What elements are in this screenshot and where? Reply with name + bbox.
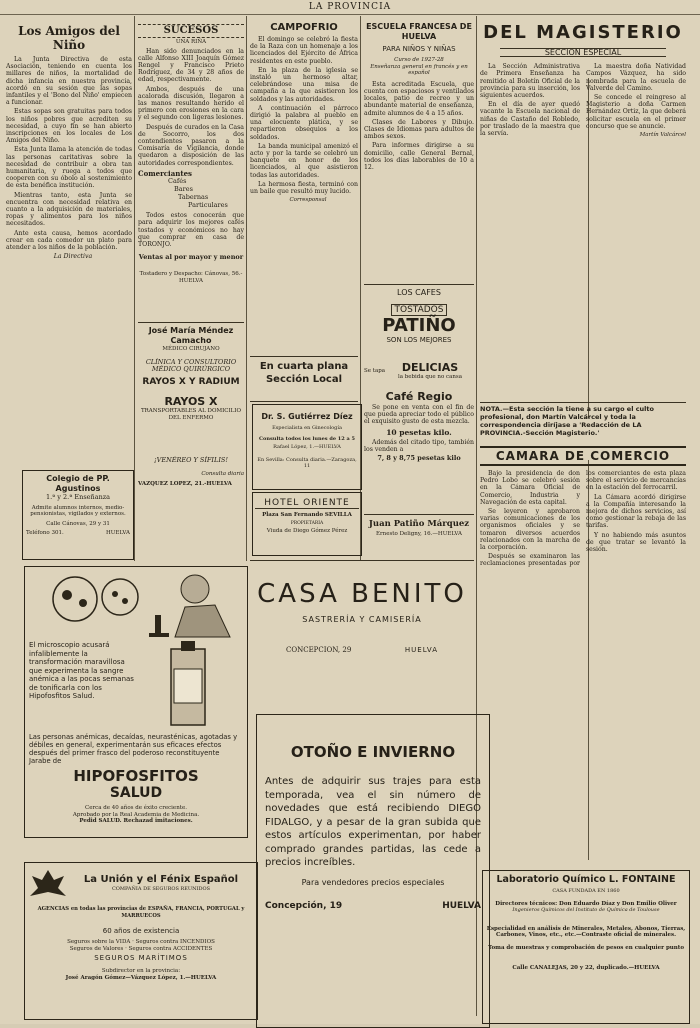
ad-address: VAZQUEZ LOPEZ, 21.-HUELVA: [138, 481, 232, 488]
ad-agencies: AGENCIAS en todas las provincias de ESPAÑA, FRANCIA, PORTUGAL y MARRUECOS: [37, 906, 245, 919]
ad-city: HUELVA: [105, 530, 130, 536]
article-tagline: Enseñanza general en francés y en español: [370, 63, 468, 77]
ad-address: Calle Cánovas, 29 y 31: [46, 520, 110, 527]
phoenix-icon: [28, 866, 68, 900]
ad-address: Tostadero y Despacho: Cánovas, 56.-HUELVA: [139, 271, 243, 284]
ad-directors: Directores técnicos: Don Eduardo Díaz y Don Emilio Oliver: [495, 900, 677, 907]
ad-sevilla: En Sevilla: Consulta diaria.—Zaragoza, 11: [257, 456, 357, 469]
ad-agent: Subdirector en la provincia:: [101, 968, 181, 974]
ad-subtitle: COMPAÑIA DE SEGUROS REUNIDOS: [111, 885, 211, 892]
ad-brand: PATIÑO: [382, 315, 456, 336]
ad-city: HUELVA: [404, 646, 438, 654]
ad-price: 10 pesetas kilo.: [386, 427, 452, 437]
article-escuela-francesa: [364, 22, 474, 280]
ad-comerciantes: [138, 170, 244, 318]
ad-name: José María Méndez Camacho: [148, 326, 234, 345]
ad-text: Especialidad en análisis de Minerales, Metales, Abonos, Tierras, Carbones, Vinos, etc., etc.—Contraste oficial de minerales.: [486, 925, 686, 938]
article-paragraph: La banda municipal amenizó el acto y por la tarde se celebró un banquete en honor de los licenciados, al que asistieron todas las autoridades.: [250, 142, 358, 179]
ad-brand2: SALUD: [109, 785, 163, 801]
ad-name: CASA BENITO: [257, 579, 467, 609]
article-paragraph: Se leyeron y aprobaron varias comunicaciones de los organismos oficiales y se tomaron diversos acuerdos relacionados con la marcha de la corporación.: [480, 508, 580, 552]
ad-subtitle: 1.ª y 2.ª Enseñanza: [45, 493, 111, 501]
article-paragraph: Bajo la presidencia de don Pedro Lobo se celebró sesión en la Cámara Oficial de Comercio, Industria y Navegación de esta capital.: [480, 470, 580, 506]
ad-years: 60 años de existencia: [102, 927, 180, 935]
article-paragraph: Esta Junta llama la atención de todas las personas caritativas sobre la necesidad de contribuir a obra tan humanitaria, y ruega a todos que cooperen con su óbolo al sostenimiento de esta benéfica institución.: [6, 146, 132, 190]
ad-address: José Aragón Gómez—Vázquez López, 1.—HUELVA: [65, 974, 217, 981]
ad-phone: Consulta diaria: [201, 470, 244, 477]
ad-name: HOTEL ORIENTE: [255, 498, 359, 509]
microscope-illustration: [25, 567, 247, 639]
article-signature: Corresponsal: [289, 197, 327, 204]
ad-cafe-regio: [364, 390, 474, 508]
ad-text: Admite alumnos internos, medio-pensionistas, vigilados y externos.: [30, 504, 126, 517]
ad-footer2: Aprobado por la Real Academia de Medicina.: [72, 811, 200, 818]
ad-otono-invierno: [256, 714, 490, 1028]
article-paragraph: Para informes dirigirse a su domicilio, calle General Bernal, todos los días laborables de 10 a 12.: [364, 142, 474, 171]
article-title: DEL MAGISTERIO: [483, 22, 683, 43]
article-title: Los Amigos del Niño: [18, 24, 120, 52]
ad-specialty: Especialista en Ginecología: [272, 425, 342, 431]
ad-hotel-oriente: [252, 492, 362, 556]
ad-title: OTOÑO E INVIERNO: [290, 743, 456, 761]
ad-location: Plaza San Fernando SEVILLA: [262, 512, 352, 518]
article-title: CAMARA DE COMERCIO: [480, 446, 686, 466]
ad-line: RAYOS X Y RADIUM: [142, 376, 240, 387]
article-title: SUCESOS: [138, 24, 244, 38]
article-title: CAMPOFRIO: [270, 22, 338, 33]
article-subtitle: UNA RIÑA: [175, 39, 207, 45]
ad-street: CONCEPCION, 29: [286, 646, 352, 654]
article-campofrio: [250, 22, 358, 352]
ad-founded: CASA FUNDADA EN 1860: [552, 888, 620, 894]
article-paragraph: Clases de Labores y Dibujo. Clases de Idiomas para adultos de ambos sexos.: [364, 118, 474, 141]
article-paragraph: El domingo se celebró la fiesta de la Raza con un homenaje a los licenciados del Ejército de África residentes en este pueblo.: [250, 36, 358, 65]
ad-address: Calle CANALEJAS, 20 y 22, duplicado.—HUELVA: [512, 965, 660, 971]
ad-footer: Toma de muestras y comprobación de pesos en cualquier punto: [488, 944, 684, 951]
ad-intro: El microscopio acusará infaliblemente la transformación maravillosa que experimenta la sangre anémica a las pocas semanas de tonificarla con los Hipofosfitos Salud.: [29, 641, 134, 700]
ad-hipofosfitos: [24, 566, 248, 838]
article-course: Curso de 1927-28: [394, 57, 444, 64]
article-camara-comercio: [480, 446, 686, 856]
ad-pre: Se tapa: [364, 367, 386, 374]
ad-title: La Unión y el Fénix Español: [83, 873, 239, 885]
ad-brand1: HIPOFOSFITOS: [73, 767, 199, 785]
ad-text: Las personas anémicas, decaídas, neurasténicas, agotadas y débiles en general, experimentarán sus eficaces efectos después del primer frasco del poderoso reconstituyente Jarabe de: [29, 733, 238, 765]
article-signature: Martín Valcárcel: [639, 132, 686, 139]
ad-title: Laboratorio Químico L. FONTAINE: [496, 874, 676, 885]
ad-line1: En cuarta plana: [259, 361, 349, 372]
masthead: LA PROVINCIA: [0, 2, 700, 15]
article-paragraph: En la plaza de la iglesia se instaló un hermoso altar, celebrándose una misa de campaña a la que asistieron los soldados y las autoridades.: [250, 66, 358, 103]
ad-prices2: 7, 8 y 8,75 pesetas kilo: [377, 454, 461, 463]
article-magisterio: [480, 22, 686, 422]
article-subtitle: PARA NIÑOS Y NIÑAS: [382, 45, 456, 53]
article-paragraph: Mientras tanto, esta Junta se encuentra con necesidad relativa en cuanto a la adquisición de materiales, ropas y alimentos para los niños necesitados.: [6, 191, 132, 228]
ad-title: Colegio de PP. Agustinos: [46, 474, 110, 493]
article-paragraph: Después se examinaron las reclamaciones presentadas por los comerciantes de esta plaza sobre el servicio de mercancías en la estación del ferrocarril.: [480, 470, 686, 568]
ad-slogan: Ventas al por mayor y menor: [138, 253, 244, 262]
article-paragraph: Y no habiendo más asuntos de que tratar se levantó la sesión.: [586, 531, 686, 554]
ad-line1: LOS CAFES: [397, 288, 441, 297]
ad-line2: Sección Local: [265, 374, 343, 385]
article-signature: La Directiva: [53, 253, 93, 261]
column-rule: [134, 16, 135, 561]
article-amigos-nino: [6, 24, 132, 464]
ad-delicias: [364, 356, 474, 386]
article-paragraph: Estas sopas son gratuitas para todos los niños pobres que acrediten su necesidad, a cuyo fin se han abierto inscripciones en los locales de Los Amigos del Niño.: [6, 108, 132, 145]
ad-text: Se pone en venta con el fin de que pueda apreciar todo el público el exquisito gusto de esta mezcla.: [364, 404, 474, 426]
ad-cuarta-plana: [250, 356, 358, 402]
article-title: ESCUELA FRANCESA DE HUELVA: [366, 22, 472, 41]
ad-line3: SEGUROS MARÍTIMOS: [94, 954, 188, 962]
ad-mendez-camacho: [138, 322, 244, 561]
magisterio-note: NOTA.—Esta sección la tiene a su cargo el culto profesional, don Martín Valcárcel y toda la correspondencia diríjase a 'Redacción de LA PROVINCIA.-Sección Magisterio.': [480, 402, 686, 443]
article-paragraph: Esta acreditada Escuela, que cuenta con espaciosos y ventilados locales, patio de recreo y un abundante material de enseñanza, admite alumnos de 4 a 15 años.: [364, 80, 474, 117]
ad-footer1: Cerca de 40 años de éxito creciente.: [85, 805, 187, 811]
article-paragraph: Ambos, después de una acalorada discusión, llegaron a las manos resultando herido el primero con erosiones en la cara y el segundo con ligeras lesiones.: [138, 85, 244, 122]
ad-text: Todos estos conocerán que para adquirir los mejores cafés tostados y económicos no hay que comprar en casa de TORONJO.: [138, 212, 244, 249]
ad-item: Tabernas: [178, 193, 209, 202]
ad-item: Cafés: [168, 177, 187, 186]
ad-address: Ernesto Deligny, 16.—HUELVA: [376, 531, 462, 537]
ad-owner-label: PROPIETARIA: [290, 520, 324, 526]
article-paragraph: La Junta Directiva de esta Asociación, teniendo en cuenta los millares de niños, la mortalidad de dicha infancia en nuestra provincia, acordó en su sesión que las sopas infantiles y el 'Bono del Niño' empiecen a funcionar.: [6, 56, 132, 107]
ad-text: Antes de adquirir sus trajes para esta temporada, vea el sin número de novedades que está recibiendo DIEGO FIDALGO, y a pesar de la gran subida que estos artículos experimentan, por haber comprado grandes partidas, las cede a precios increíbles.: [265, 776, 481, 868]
article-paragraph: Se concede el reingreso al Magisterio a doña Carmen Hernández Ortiz, la que deberá solicitar escuela en el primer concurso que se anuncie.: [586, 94, 686, 130]
article-paragraph: La maestra doña Natividad Campos Vázquez, ha sido nombrada para la escuela de Valverde del Camino.: [586, 63, 686, 92]
ad-line2: Seguros de Valores · Seguros contra ACCIDENTES: [69, 945, 213, 952]
ad-address: Rafael López, 1.—HUELVA: [273, 444, 341, 450]
ad-line1: Seguros sobre la VIDA · Seguros contra INCENDIOS: [67, 939, 215, 945]
ad-rayos: RAYOS X: [164, 395, 218, 409]
ad-post: la bebida que no cansa: [397, 374, 463, 381]
article-paragraph: A continuación el párroco dirigió la palabra al pueblo en una elocuente plática, y se repartieron obsequios a los soldados.: [250, 104, 358, 141]
article-subtitle: SECCION ESPECIAL: [500, 48, 666, 57]
bottle-icon: [141, 639, 231, 729]
article-paragraph: Ante esta causa, hemos acordado crear en cada comedor un plato para atender a los niños de la población.: [6, 229, 132, 252]
ad-casa-benito: [250, 560, 474, 711]
ad-role: MÉDICO CIRUJANO: [162, 346, 220, 352]
ad-city: HUELVA: [442, 900, 481, 911]
ad-item: Bares: [174, 185, 193, 194]
article-paragraph: Han sido denunciados en la calle Alfonso XIII Joaquín Gómez Rengel y Francisco Prieto Rodríguez, de 34 y 28 años de edad, respectivamente.: [138, 47, 244, 84]
ad-name: Juan Patiño Márquez: [368, 519, 470, 529]
ad-clinic: CLÍNICA Y CONSULTORIO MÉDICO QUIRÚRGICO: [145, 357, 237, 373]
column-rule: [246, 16, 247, 561]
ad-footer3: Pedid SALUD. Rechazad imitaciones.: [79, 818, 193, 824]
ad-subtitle: Ingenieros Químicos del Instituto de Química de Toulouse: [512, 907, 660, 913]
ad-title: Café Regio: [385, 390, 453, 403]
ad-item: Particulares: [188, 201, 228, 210]
ad-name: Dr. S. Gutiérrez Díez: [261, 412, 353, 421]
ad-phone: Teléfono 301.: [26, 530, 64, 536]
ad-union-fenix: [24, 862, 258, 1020]
article-paragraph: Después de curados en la Casa de Socorro, los dos contendientes pasaron a la Comisaría de Vigilancia, donde quedaron a disposición de las autoridades correspondientes.: [138, 123, 244, 167]
ad-heading: Comerciantes: [138, 170, 192, 178]
ad-subtitle: SASTRERÍA Y CAMISERÍA: [302, 615, 422, 624]
article-paragraph: La hermosa fiesta, terminó con un baile que resultó muy lucido.: [250, 180, 358, 196]
ad-hours: Consulta todos los lunes de 12 a 5: [259, 435, 355, 442]
ad-line2: TOSTADOS: [391, 304, 448, 316]
ad-gutierrez: [252, 404, 362, 490]
ad-domicilio: TRANSPORTABLES AL DOMICILIO DEL ENFERMO: [141, 408, 241, 421]
ad-line3: SON LOS MEJORES: [386, 336, 452, 344]
article-paragraph: La Sección Administrativa de Primera Enseñanza ha remitido al Boletín Oficial de la provincia para su inserción, los siguientes acuerdos.: [480, 63, 580, 100]
article-paragraph: En el día de ayer quedó vacante la Escuela nacional de niñas de Castaño del Robledo, por traslado de la maestra que la servía.: [480, 101, 580, 138]
ad-fontaine: [482, 870, 690, 1024]
ad-address: Concepción, 19: [265, 900, 343, 911]
article-paragraph: La Cámara acordó dirigirse a la Compañía interesando la mejora de dichos servicios, así como gestionar la rebaja de las tarifas.: [586, 493, 686, 530]
ad-agustinos: [22, 470, 134, 560]
ad-venereo: ¡VENÉREO Y SÍFILIS!: [154, 456, 228, 465]
ad-patino-marquez: [364, 514, 474, 551]
ad-owner: Viuda de Diego Gómez Pérez: [266, 528, 348, 534]
ad-footer: Para vendedores precios especiales: [301, 877, 445, 887]
ad-patino-cafes: [364, 284, 474, 355]
ad-text2: Además del citado tipo, también los venden a: [364, 438, 474, 454]
ad-brand: DELICIAS: [401, 361, 459, 375]
